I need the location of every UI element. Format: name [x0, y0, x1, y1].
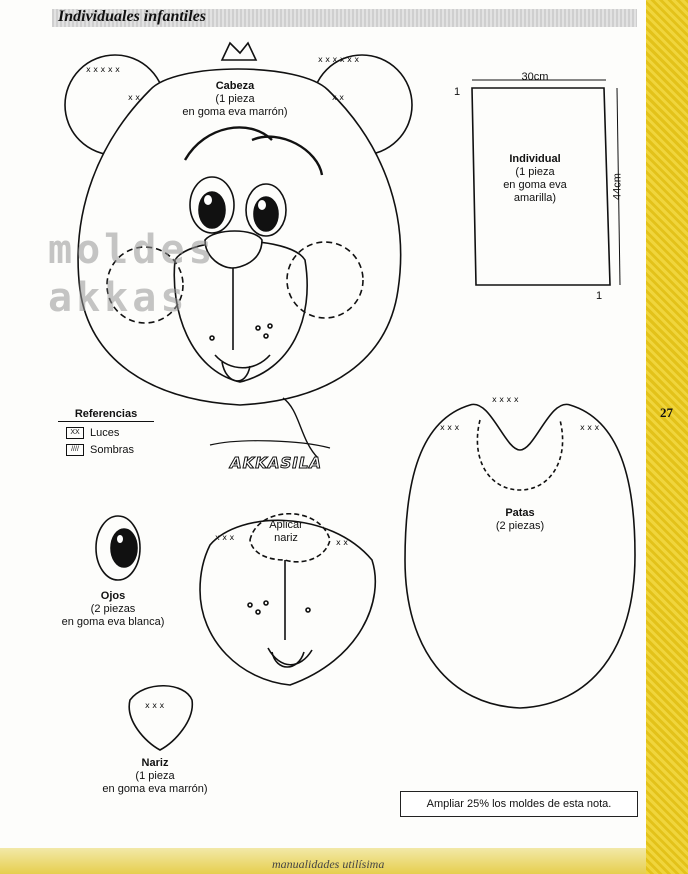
page-title: Individuales infantiles [58, 8, 207, 25]
legend-symbol: XX [66, 427, 84, 439]
nose-label [85, 757, 225, 796]
head-line2: en goma eva marrón) [182, 106, 288, 118]
legend-label: Sombras [90, 444, 135, 456]
legend [58, 408, 154, 468]
magazine-footer: manualidades utilísima [272, 857, 385, 871]
mat-width-label: 30cm [521, 71, 549, 83]
legend-label: Luces [90, 427, 120, 439]
svg-text:x x x x: x x x x [492, 395, 519, 404]
paws-title: Patas [505, 507, 535, 519]
head-title: Cabeza [215, 80, 255, 92]
legend-title: Referencias [58, 408, 154, 422]
nose-title: Nariz [141, 757, 169, 769]
mat-title: Individual [509, 153, 561, 165]
nose-line2: en goma eva marrón) [102, 783, 208, 795]
snout-line2: nariz [274, 532, 298, 544]
eyes-line1: (2 piezas [90, 603, 136, 615]
mat-line2: en goma eva [503, 179, 567, 191]
mat-line3: amarilla) [513, 192, 557, 204]
head-line1: (1 pieza [215, 93, 255, 105]
watermark-line1: moldes [48, 227, 217, 273]
svg-text:x x x: x x x [145, 701, 165, 710]
svg-text:x x x x x: x x x x x [86, 65, 120, 74]
eye-right-pupil [254, 197, 278, 231]
mat-corner-mark: 1 [453, 86, 461, 98]
mat-label [480, 153, 590, 205]
paws-label [470, 507, 570, 533]
svg-text:x x: x x [332, 93, 345, 102]
nose-line1: (1 pieza [135, 770, 175, 782]
eyes-title: Ojos [100, 590, 126, 602]
mat-corner-mark-bottom: 1 [595, 290, 603, 302]
snout-line1: Aplicar [269, 519, 303, 531]
legend-item [58, 427, 154, 439]
svg-text:x x: x x [128, 93, 141, 102]
eye-piece [96, 516, 140, 580]
legend-item [58, 444, 154, 456]
paw-piece [405, 404, 635, 708]
paws-line1: (2 piezas) [495, 520, 545, 532]
mat-height-label: 44cm [611, 173, 624, 200]
hair-tuft [222, 43, 256, 60]
legend-symbol: //// [66, 444, 84, 456]
yellow-page-edge [646, 0, 688, 874]
signature: AKKASILA [230, 454, 323, 472]
svg-text:x x x x x x: x x x x x x [318, 55, 360, 64]
eyes-label [48, 590, 178, 629]
enlarge-note: Ampliar 25% los moldes de esta nota. [400, 791, 638, 817]
svg-text:x x x: x x x [440, 423, 460, 432]
head-label [170, 80, 300, 119]
page-number: 27 [660, 405, 673, 420]
eye-left-pupil [199, 192, 225, 228]
watermark [48, 226, 217, 322]
svg-text:x x x: x x x [215, 533, 235, 542]
snout-label [258, 519, 314, 545]
nose-piece [129, 686, 192, 750]
svg-text:x x x: x x x [580, 423, 600, 432]
mat-line1: (1 pieza [515, 166, 555, 178]
eyes-line2: en goma eva blanca) [61, 616, 165, 628]
watermark-line2: akkas [48, 275, 189, 321]
svg-text:x x: x x [336, 538, 349, 547]
